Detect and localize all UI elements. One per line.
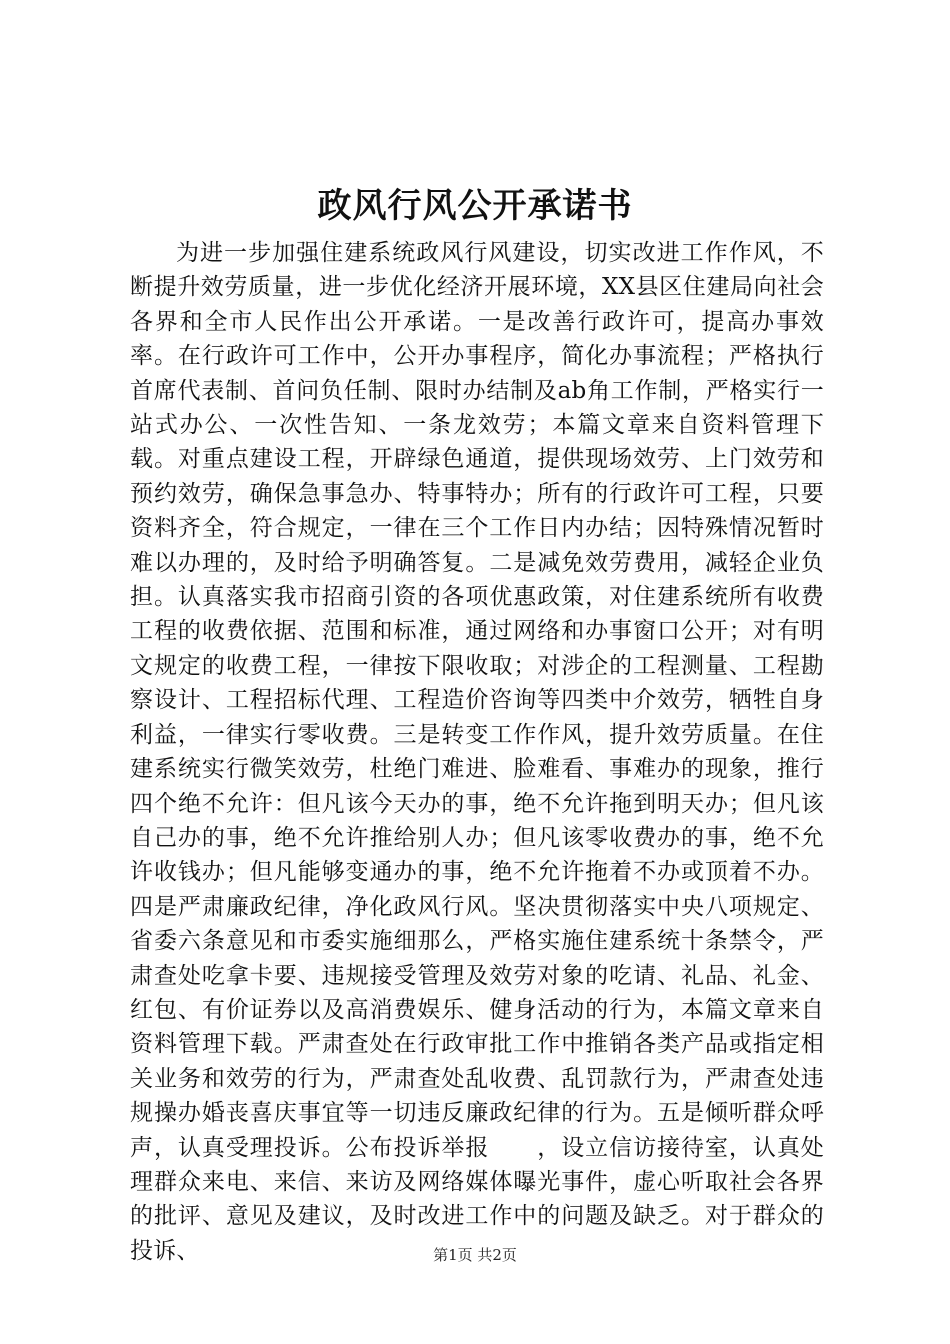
page-footer (0, 1244, 950, 1266)
document-title: 政风行风公开承诺书 (317, 186, 633, 226)
page-total: 共2页 (477, 1246, 517, 1264)
page-number: 第1页 (433, 1246, 473, 1264)
document-body: 为进一步加强住建系统政风行风建设，切实改进工作作风，不断提升效劳质量，进一步优化经济开展环境，XX县区住建局向社会各界和全市人民作出公开承诺。一是改善行政许可，提高办事效率。在行政许可工作中，公开办事程序，简化办事流程；严格执行首席代表制、首问负任制、限时办结制及ab角工作制，严格实行一站式办公、一次性告知、一条龙效劳；本篇文章来自资料管理下载。对重点建设工程，开辟绿色通道，提供现场效劳、上门效劳和预约效劳，确保急事急办、特事特办；所有的行政许可工程，只要资料齐全，符合规定，一律在三个工作日内办结；因特殊情况暂时难以办理的，及时给予明确答复。二是减免效劳费用，减轻企业负担。认真落实我市招商引资的各项优惠政策，对住建系统所有收费工程的收费依据、范围和标准，通过网络和办事窗口公开；对有明文规定的收费工程，一律按下限收取；对涉企的工程测量、工程勘察设计、工程招标代理、工程造价咨询等四类中介效劳，牺牲自身利益，一律实行零收费。三是转变工作作风，提升效劳质量。在住建系统实行微笑效劳，杜绝门难进、脸难看、事难办的现象，推行四个绝不允许：但凡该今天办的事，绝不允许拖到明天办；但凡该自己办的事，绝不允许推给别人办；但凡该零收费办的事，绝不允许收钱办；但凡能够变通办的事，绝不允许拖着不办或顶着不办。四是严肃廉政纪律，净化政风行风。坚决贯彻落实中央八项规定、省委六条意见和市委实施细那么，严格实施住建系统十条禁令，严肃查处吃拿卡要、违规接受管理及效劳对象的吃请、礼品、礼金、红包、有价证券以及高消费娱乐、健身活动的行为，本篇文章来自资料管理下载。严肃查处在行政审批工作中推销各类产品或指定相关业务和效劳的行为，严肃查处乱收费、乱罚款行为，严肃查处违规操办婚丧喜庆事宜等一切违反廉政纪律的行为。五是倾听群众呼声，认真受理投诉。公布投诉举报 ，设立信访接待室，认真处理群众来电、来信、来访及网络媒体曝光事件，虚心听取社会各界的批评、意见及建议，及时改进工作中的问题及缺乏。对于群众的投诉、 (130, 240, 824, 1264)
